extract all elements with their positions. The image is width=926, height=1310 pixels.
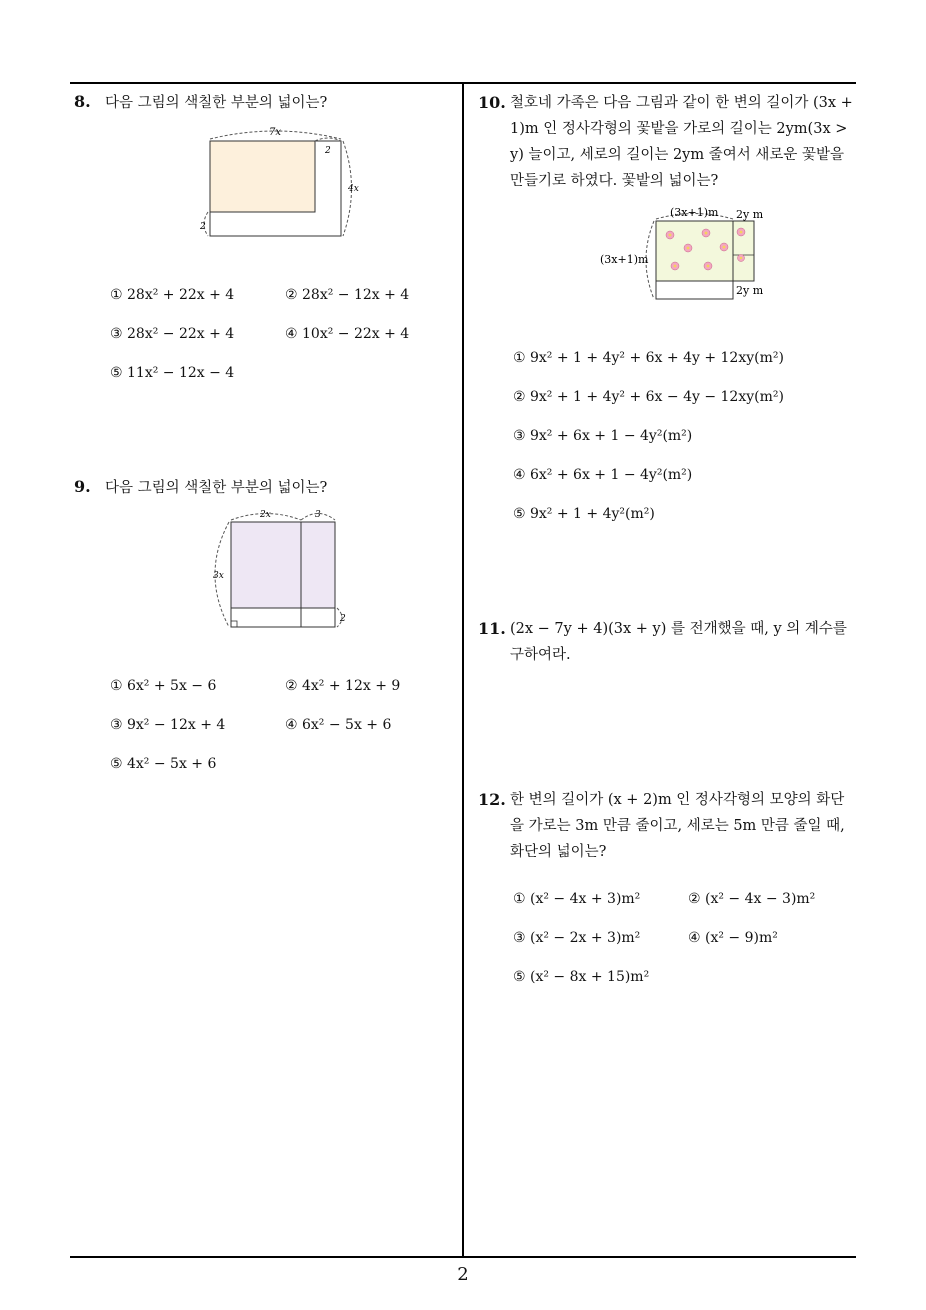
q10-text-line-3: y) 늘이고, 세로의 길이는 2ym 줄여서 새로운 꽃밭을: [510, 147, 845, 163]
q9-choice-1[interactable]: ① 6x² + 5x − 6: [110, 678, 217, 694]
q9-shaded-rect: [231, 522, 335, 608]
q12-choice-1[interactable]: ① (x² − 4x + 3)m²: [513, 891, 641, 907]
q10-text-line-2: 1)m 인 정사각형의 꽃밭을 가로의 길이는 2ym(3x >: [510, 121, 848, 137]
q9-choice-3[interactable]: ③ 9x² − 12x + 4: [110, 717, 226, 733]
q10-bottom-right-label: 2y m: [736, 284, 764, 297]
q10-text-line-1: 철호네 가족은 다음 그림과 같이 한 변의 길이가 (3x +: [510, 95, 853, 111]
page-number: 2: [457, 1264, 469, 1285]
q10-choice-1[interactable]: ① 9x² + 1 + 4y² + 6x + 4y + 12xy(m²): [513, 350, 784, 366]
q9-choice-5[interactable]: ⑤ 4x² − 5x + 6: [110, 756, 217, 772]
q8-choice-1[interactable]: ① 28x² + 22x + 4: [110, 287, 235, 303]
q9-choice-4[interactable]: ④ 6x² − 5x + 6: [285, 717, 392, 733]
q11-number: 11.: [478, 619, 506, 638]
q10-text-line-4: 만들기로 하였다. 꽃밭의 넓이는?: [510, 173, 719, 189]
q12-choice-3[interactable]: ③ (x² − 2x + 3)m²: [513, 930, 641, 946]
q10-top-label: (3x+1)m: [670, 206, 719, 219]
q10-figure: [598, 203, 778, 303]
q10-number: 10.: [478, 93, 506, 112]
q10-left-label: (3x+1)m: [600, 253, 649, 266]
q8-bottom-left-label: 2: [200, 222, 206, 232]
q10-choice-4[interactable]: ④ 6x² + 6x + 1 − 4y²(m²): [513, 467, 693, 483]
q8-shaded-rect: [210, 141, 315, 212]
q8-number: 8.: [74, 92, 91, 111]
q9-figure: [205, 505, 355, 635]
q8-figure: [195, 125, 370, 245]
q12-text-line-2: 을 가로는 3m 만큼 줄이고, 세로는 5m 만큼 줄일 때,: [510, 818, 845, 834]
q11-text-line-1: (2x − 7y + 4)(3x + y) 를 전개했을 때, y 의 계수를: [510, 621, 847, 637]
q8-top-label: 7x: [269, 127, 282, 138]
bottom-rule: [70, 1256, 856, 1258]
q8-choice-3[interactable]: ③ 28x² − 22x + 4: [110, 326, 235, 342]
q9-left-label: 3x: [213, 571, 224, 581]
q8-choice-4[interactable]: ④ 10x² − 22x + 4: [285, 326, 410, 342]
q10-choice-2[interactable]: ② 9x² + 1 + 4y² + 6x − 4y − 12xy(m²): [513, 389, 784, 405]
q12-text-line-3: 화단의 넓이는?: [510, 844, 607, 860]
column-divider: [462, 82, 464, 1257]
q12-choice-5[interactable]: ⑤ (x² − 8x + 15)m²: [513, 969, 650, 985]
q9-top-label-a: 2x: [260, 510, 271, 520]
q8-choice-5[interactable]: ⑤ 11x² − 12x − 4: [110, 365, 235, 381]
q9-number: 9.: [74, 477, 91, 496]
q10-top-right-label: 2y m: [736, 208, 764, 221]
q11-text-line-2: 구하여라.: [510, 647, 571, 663]
q8-text: 다음 그림의 색칠한 부분의 넓이는?: [105, 95, 328, 111]
q12-choice-4[interactable]: ④ (x² − 9)m²: [688, 930, 778, 946]
q9-choice-2[interactable]: ② 4x² + 12x + 9: [285, 678, 401, 694]
q8-right-label: 4x: [348, 184, 359, 194]
q9-right-label: 2: [340, 614, 346, 624]
q9-text: 다음 그림의 색칠한 부분의 넓이는?: [105, 480, 328, 496]
q10-choice-3[interactable]: ③ 9x² + 6x + 1 − 4y²(m²): [513, 428, 693, 444]
q10-choice-5[interactable]: ⑤ 9x² + 1 + 4y²(m²): [513, 506, 655, 522]
q12-choice-2[interactable]: ② (x² − 4x − 3)m²: [688, 891, 816, 907]
q8-inner-label: 2: [325, 146, 331, 156]
q12-text-line-1: 한 변의 길이가 (x + 2)m 인 정사각형의 모양의 화단: [510, 792, 845, 808]
q9-top-label-b: 3: [315, 510, 321, 520]
q12-number: 12.: [478, 790, 506, 809]
q8-choice-2[interactable]: ② 28x² − 12x + 4: [285, 287, 410, 303]
